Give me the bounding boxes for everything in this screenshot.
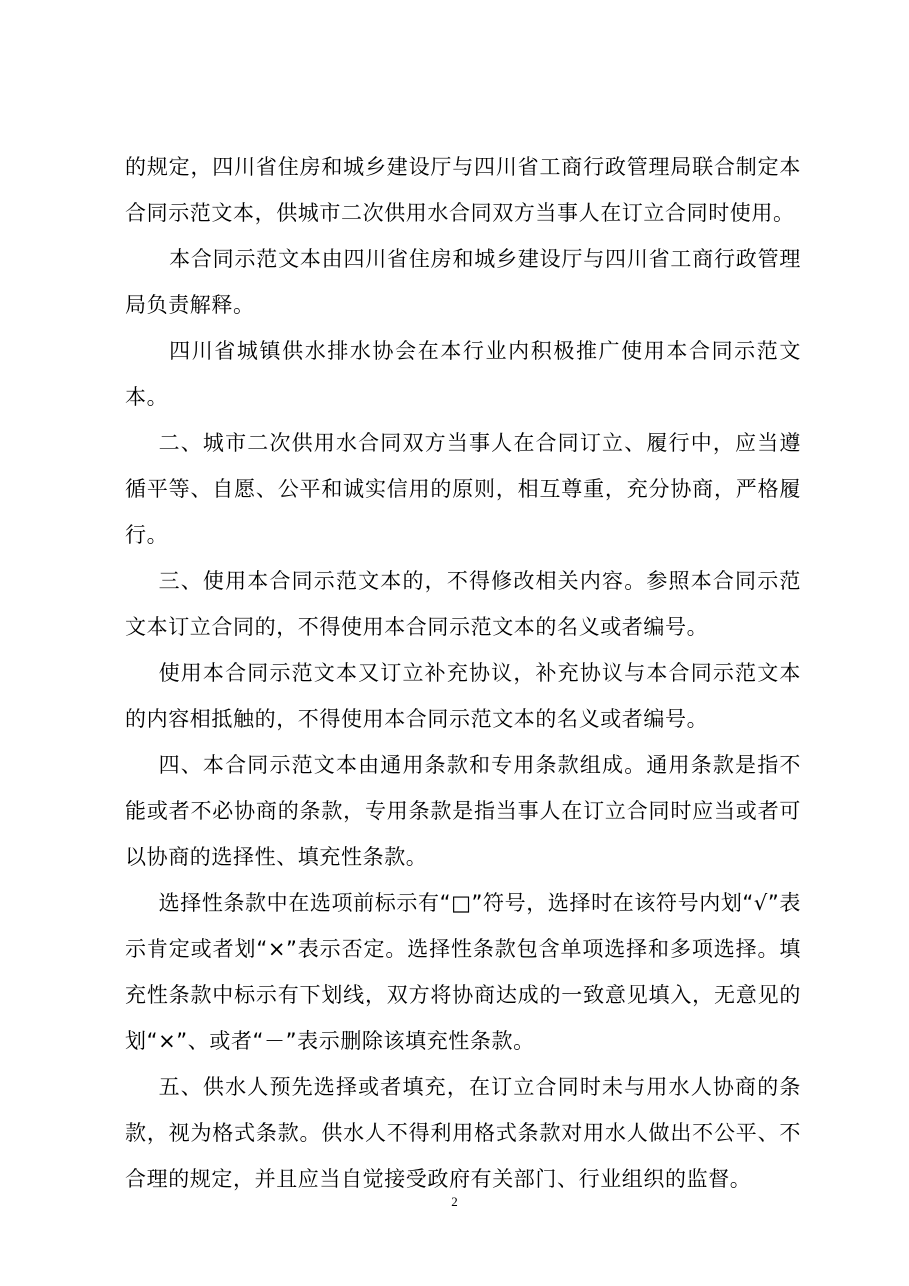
paragraph-section-3: 三、使用本合同示范文本的，不得修改相关内容。参照本合同示范文本订立合同的，不得使用本合同示范文本的名义或者编号。 xyxy=(125,569,801,639)
paragraph-section-2: 二、城市二次供用水合同双方当事人在合同订立、履行中，应当遵循平等、自愿、公平和诚实信用的原则，相互尊重，充分协商，严格履行。 xyxy=(125,431,801,547)
paragraph-promotion: 四川省城镇供水排水协会在本行业内积极推广使用本合同示范文本。 xyxy=(125,339,801,409)
paragraph-supplement: 使用本合同示范文本又订立补充协议，补充协议与本合同示范文本的内容相抵触的，不得使用本合同示范文本的名义或者编号。 xyxy=(125,661,801,731)
paragraph-section-5: 五、供水人预先选择或者填充，在订立合同时未与用水人协商的条款，视为格式条款。供水人不得利用格式条款对用水人做出不公平、不合理的规定，并且应当自觉接受政府有关部门、行业组织的监督。 xyxy=(125,1075,801,1191)
body-text xyxy=(125,144,801,1202)
paragraph-continuation: 的规定，四川省住房和城乡建设厅与四川省工商行政管理局联合制定本合同示范文本，供城市二次供用水合同双方当事人在订立合同时使用。 xyxy=(125,155,801,225)
paragraph-section-4: 四、本合同示范文本由通用条款和专用条款组成。通用条款是指不能或者不必协商的条款，专用条款是指当事人在订立合同时应当或者可以协商的选择性、填充性条款。 xyxy=(125,753,801,869)
page-number: 2 xyxy=(451,1194,458,1209)
paragraph-selection-rules: 选择性条款中在选项前标示有“□”符号，选择时在该符号内划“√”表示肯定或者划“×”表示否定。选择性条款包含单项选择和多项选择。填充性条款中标示有下划线，双方将协商达成的一致意见填入，无意见的划“×”、或者“－”表示删除该填充性条款。 xyxy=(125,891,801,1053)
paragraph-interpretation: 本合同示范文本由四川省住房和城乡建设厅与四川省工商行政管理局负责解释。 xyxy=(125,247,801,317)
